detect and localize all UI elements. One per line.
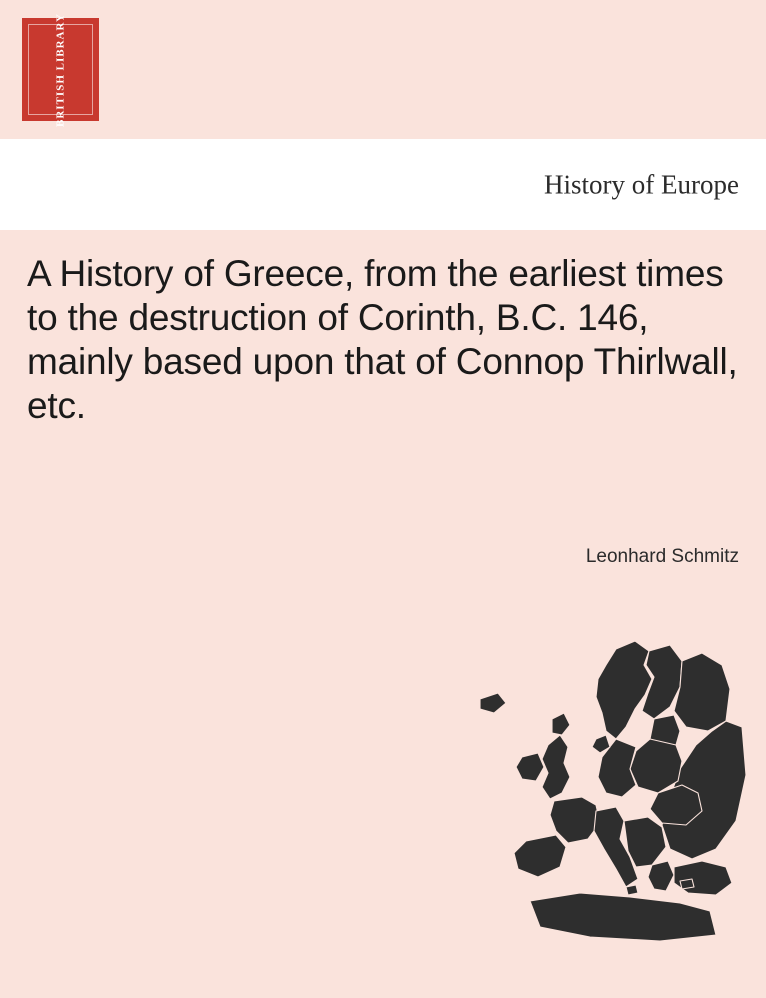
logo-text: BRITISH LIBRARY bbox=[54, 12, 67, 127]
europe-map-icon bbox=[430, 635, 750, 965]
book-title: A History of Greece, from the earliest times to the destruction of Corinth, B.C. 146, mainly based upon that of Connop Thirlwall, etc. bbox=[27, 253, 738, 426]
subject-category: History of Europe bbox=[544, 169, 739, 199]
subject-band bbox=[0, 139, 766, 230]
cover-top-band bbox=[0, 0, 766, 139]
british-library-logo bbox=[22, 12, 99, 127]
book-author: Leonhard Schmitz bbox=[585, 546, 739, 567]
